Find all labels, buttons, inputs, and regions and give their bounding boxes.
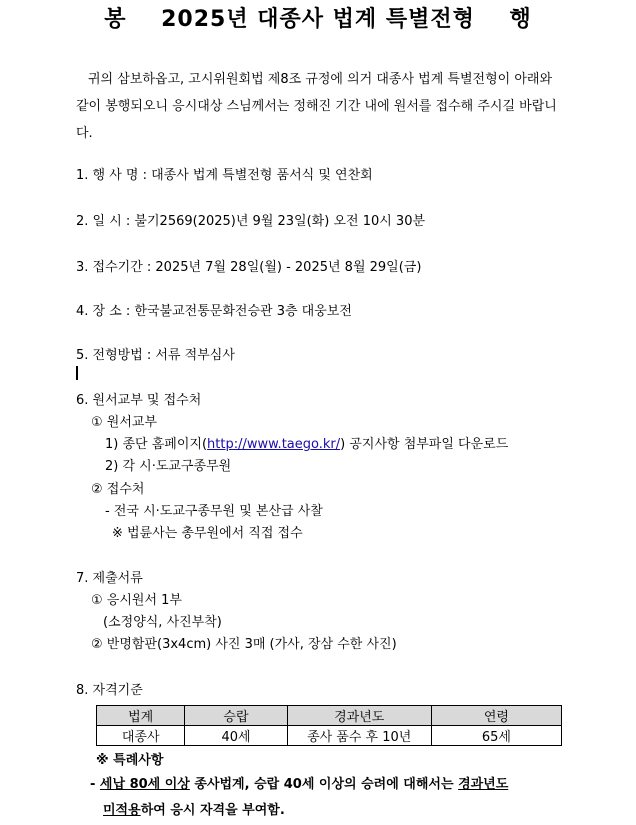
- intro-text: 귀의 삼보하옵고, 고시위원회법 제8조 규정에 의거 대종사 법계 특별전형이 아래와 같이 봉행되오니 응시대상 스님께서는 정해진 기간 내에 원서를 접수해 주시길 바랍니다.: [76, 72, 557, 141]
- intro-paragraph: [76, 66, 566, 147]
- table-header: 승랍: [185, 706, 287, 726]
- table-cell: 65세: [431, 726, 561, 746]
- item-method: 5. 전형방법 : 서류 적부심사: [76, 348, 235, 363]
- item-documents-2: ② 반명함판(3x4cm) 사진 3매 (가사, 장삼 수한 사진): [91, 637, 397, 652]
- item-distribution-2: ② 접수처: [91, 482, 145, 497]
- text-cursor: [76, 366, 78, 380]
- item-distribution-1-2: 2) 각 시·도교구종무원: [105, 459, 232, 474]
- table-header: 연령: [431, 706, 561, 726]
- item-distribution-heading: 6. 원서교부 및 접수처: [76, 393, 202, 408]
- table-row: [97, 726, 562, 746]
- item-distribution-2-note: ※ 법륜사는 총무원에서 직접 접수: [112, 526, 303, 541]
- item-qualification-heading: 8. 자격기준: [76, 683, 143, 698]
- item-place: 4. 장 소 : 한국불교전통문화전승관 3층 대웅보전: [76, 304, 352, 319]
- special-exempt-text: 미적용: [103, 803, 141, 818]
- special-line-2: [103, 799, 285, 818]
- special-line-1: [90, 773, 508, 792]
- item-distribution-2-1: - 전국 시·도교구종무원 및 본산급 사찰: [105, 504, 323, 519]
- dist-1-1-prefix: 1) 종단 홈페이지(: [105, 437, 208, 452]
- qualification-table: [96, 705, 562, 746]
- item-date: 2. 일 시 : 불기2569(2025)년 9월 23일(화) 오전 10시 30분: [76, 214, 426, 229]
- special-mid-text: 종사법계, 승랍 40세 이상의 승려에 대해서는: [189, 777, 459, 792]
- special-end-text: 하여 응시 자격을 부여함.: [140, 803, 285, 818]
- special-age-text: 세납 80세 이상: [99, 777, 190, 792]
- page-title: 봉 2025년 대종사 법계 특별전형 행: [104, 7, 532, 32]
- table-header-row: [97, 706, 562, 726]
- table-cell: 대종사: [97, 726, 185, 746]
- item-documents-1-note: (소정양식, 사진부착): [103, 615, 222, 630]
- homepage-link[interactable]: http://www.taego.kr/: [207, 437, 341, 452]
- item-period: 3. 접수기간 : 2025년 7월 28일(월) - 2025년 8월 29일(금): [76, 260, 422, 275]
- special-dash: -: [90, 777, 100, 792]
- item-distribution-1-1: [105, 433, 508, 452]
- special-heading: ※ 특례사항: [96, 753, 164, 768]
- table-cell: 종사 품수 후 10년: [287, 726, 431, 746]
- table-cell: 40세: [185, 726, 287, 746]
- item-distribution-1: ① 원서교부: [91, 415, 158, 430]
- special-period-text: 경과년도: [458, 777, 509, 792]
- table-header: 법계: [97, 706, 185, 726]
- item-documents-1: ① 응시원서 1부: [91, 593, 182, 608]
- item-event: 1. 행 사 명 : 대종사 법계 특별전형 품서식 및 연찬회: [76, 168, 373, 183]
- item-documents-heading: 7. 제출서류: [76, 571, 143, 586]
- table-header: 경과년도: [287, 706, 431, 726]
- dist-1-1-suffix: ) 공지사항 첨부파일 다운로드: [340, 437, 509, 452]
